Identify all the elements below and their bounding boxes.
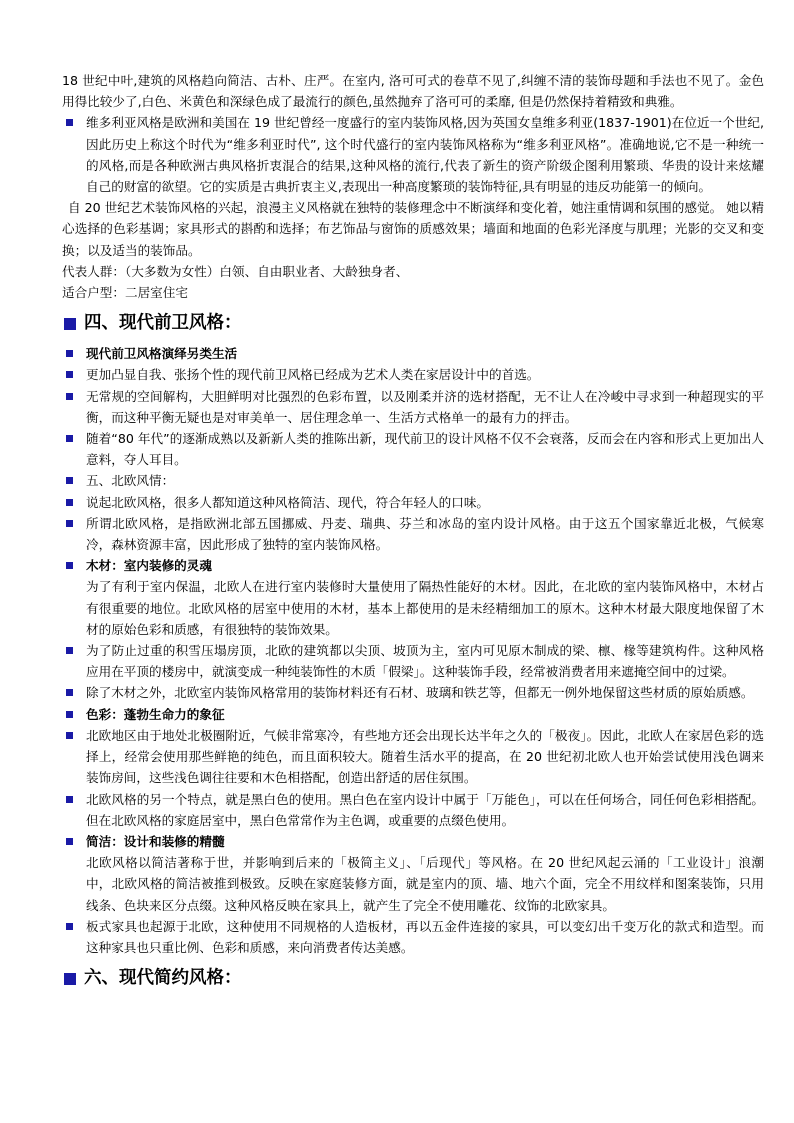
section6-heading: 六、现代简约风格：: [62, 964, 764, 992]
list-item: 无常规的空间解构，大胆鲜明对比强烈的色彩布置，以及刚柔并济的选材搭配，无不让人在冷峻中寻求到一种超现实的平衡，而这种平衡无疑也是对审美单一、居住理念单一、生活方式格单一的最有力的抨击。: [62, 386, 764, 428]
list-item: 五、北欧风情：: [62, 470, 764, 491]
list-item: 北欧风格的另一个特点，就是黑白色的使用。黑白色在室内设计中属于「万能色」，可以在任何场合，同任何色彩相搭配。但在北欧风格的家庭居室中，黑白色常常作为主色调，或重要的点缀色使用。: [62, 789, 764, 831]
list-item: 为了防止过重的积雪压塌房顶，北欧的建筑都以尖顶、坡顶为主，室内可见原木制成的梁、檩、椽等建筑构件。这种风格应用在平顶的楼房中，就演变成一种纯装饰性的木质「假梁」。这种装饰手段，经常被消费者用来遮掩空间中的过梁。: [62, 640, 764, 682]
simple-heading: 简洁：设计和装修的精髓: [62, 831, 764, 852]
victorian-bullet: 维多利亚风格是欧洲和美国在 19 世纪曾经一度盛行的室内装饰风格,因为英国女皇维多利亚(1837-1901)在位近一个世纪,因此历史上称这个时代为“维多利亚时代”, 这个时代盛行的室内装饰风格称为“维多利亚风格”。准确地说,它不是一种统一的风格,而是各种欧洲古典风格折衷混合的结果,这种风格的流行,代表了新生的资产阶级企图利用繁琐、华贵的设计来炫耀自己的财富的欲望。它的实质是古典折衷主义,表现出一种高度繁琐的装饰特征,具有明显的违反功能第一的倾向。: [62, 112, 764, 197]
suitable-line: 适合户型：二居室住宅: [62, 285, 188, 301]
list-item: 随着“80 年代”的逐渐成熟以及新新人类的推陈出新，现代前卫的设计风格不仅不会衰落，反而会在内容和形式上更加出人意料，夺人耳目。: [62, 428, 764, 470]
list-item: 现代前卫风格演绎另类生活: [62, 343, 764, 364]
list-item: 北欧地区由于地处北极圈附近，气候非常寒冷，有些地方还会出现长达半年之久的「极夜」。因此，北欧人在家居色彩的选择上，经常会使用那些鲜艳的纯色，而且面积较大。随着生活水平的提高，在 20 世纪初北欧人也开始尝试使用浅色调来装饰房间，这些浅色调往往要和木色相搭配，创造出舒适的居住氛围。: [62, 725, 764, 789]
intro-paragraph: 18 世纪中叶,建筑的风格趋向简洁、古朴、庄严。在室内, 洛可可式的卷草不见了,纠缠不清的装饰母题和手法也不见了。金色用得比较少了,白色、米黄色和深绿色成了最流行的颜色,虽然抛弃了洛可可的柔靡, 但是仍然保持着精致和典雅。: [62, 73, 764, 110]
representative-line: 代表人群：（大多数为女性）白领、自由职业者、大龄独身者、: [62, 263, 409, 279]
document-page: [62, 70, 764, 998]
list-item: 说起北欧风格，很多人都知道这种风格简洁、现代，符合年轻人的口味。: [62, 492, 764, 513]
color-heading: 色彩：蓬勃生命力的象征: [62, 704, 764, 725]
list-item: 除了木材之外，北欧室内装饰风格常用的装饰材料还有石材、玻璃和铁艺等，但都无一例外地保留这些材质的原始质感。: [62, 682, 764, 703]
simple-text: 北欧风格以简洁著称于世，并影响到后来的「极简主义」、「后现代」等风格。在 20 世纪风起云涌的「工业设计」浪潮中，北欧风格的简洁被推到极致。反映在家庭装修方面，就是室内的顶、墙、地六个面，完全不用纹样和图案装饰，只用线条、色块来区分点缀。这种风格反映在家具上，就产生了完全不使用雕花、纹饰的北欧家具。: [86, 855, 764, 913]
list-item: 更加凸显自我、张扬个性的现代前卫风格已经成为艺术人类在家居设计中的首选。: [62, 364, 764, 385]
list-item: 板式家具也起源于北欧，这种使用不同规格的人造板材，再以五金件连接的家具，可以变幻出千变万化的款式和造型。而这种家具也只重比例、色彩和质感，来向消费者传达美感。: [62, 916, 764, 958]
wood-text: 为了有利于室内保温，北欧人在进行室内装修时大量使用了隔热性能好的木材。因此，在北欧的室内装饰风格中，木材占有很重要的地位。北欧风格的居室中使用的木材，基本上都使用的是未经精细加工的原木。这种木材最大限度地保留了木材的原始色彩和质感，有很独特的装饰效果。: [86, 579, 764, 637]
list-item: 所谓北欧风格，是指欧洲北部五国挪威、丹麦、瑞典、芬兰和冰岛的室内设计风格。由于这五个国家靠近北极，气候寒冷，森林资源丰富，因此形成了独特的室内装饰风格。: [62, 513, 764, 555]
romantic-paragraph: 自 20 世纪艺术装饰风格的兴起，浪漫主义风格就在独特的装修理念中不断演绎和变化着，她注重情调和氛围的感觉。 她以精心选择的色彩基调；家具形式的斟酌和选择；布艺饰品与窗饰的质感效果；墙面和地面的色彩光泽度与肌理；光影的交叉和变换；以及适当的装饰品。: [62, 200, 764, 258]
section4-heading: 四、现代前卫风格：: [62, 309, 764, 337]
wood-heading: 木材：室内装修的灵魂: [62, 555, 764, 576]
